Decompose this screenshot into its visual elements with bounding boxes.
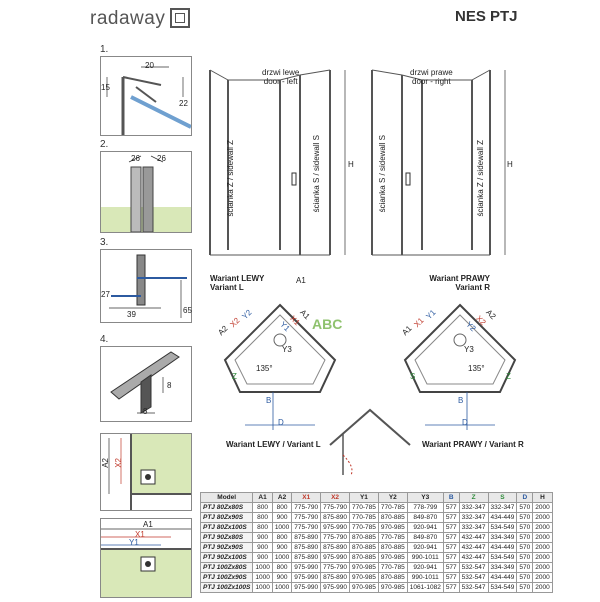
left-sidewall-z-label: ścianka Z / sidewall Z: [226, 140, 235, 217]
table-cell: 975-990: [321, 583, 350, 593]
table-cell: 900: [272, 543, 291, 553]
table-cell: 570: [517, 523, 533, 533]
table-cell: 570: [517, 513, 533, 523]
spec-table-header: [201, 493, 553, 503]
left-door-label-pl: drzwi lewe: [262, 68, 300, 77]
detail-3-dim-h: 27: [101, 290, 110, 299]
table-cell: PTJ 80Zx90S: [201, 513, 253, 523]
detail-3-number: 3.: [100, 237, 109, 248]
table-cell: 2000: [533, 553, 552, 563]
table-cell: 900: [253, 533, 272, 543]
plan-right-angle: 135°: [468, 364, 485, 373]
door-swing-drawing: [325, 405, 415, 480]
table-cell: 970-985: [378, 553, 407, 563]
table-cell: 770-785: [350, 503, 379, 513]
detail-6-dim-a1: A1: [143, 520, 153, 529]
table-cell: 875-890: [292, 553, 321, 563]
table-cell: 577: [443, 573, 459, 583]
plan-right-a2: A2: [484, 307, 498, 322]
table-cell: 770-785: [378, 563, 407, 573]
detail-5-panel: [100, 433, 192, 511]
table-cell: 432-447: [459, 553, 488, 563]
table-cell: 534-549: [488, 523, 517, 533]
table-cell: 2000: [533, 533, 552, 543]
detail-4-dim-w: 8: [143, 407, 148, 416]
plan-left-b: B: [266, 396, 272, 405]
table-cell: 570: [517, 583, 533, 593]
table-cell: 975-990: [321, 523, 350, 533]
table-cell: 1000: [272, 553, 291, 563]
table-row: [201, 543, 553, 553]
plan-left-x2: X2: [228, 315, 242, 330]
right-door-label-en: door - right: [412, 77, 451, 86]
table-cell: 334-349: [488, 533, 517, 543]
table-cell: PTJ 90Zx80S: [201, 533, 253, 543]
table-cell: 434-449: [488, 543, 517, 553]
table-cell: 970-985: [350, 583, 379, 593]
plan-left-y1: Y1: [278, 319, 292, 334]
table-cell: 577: [443, 543, 459, 553]
right-variant-pl: Wariant PRAWY: [429, 274, 490, 283]
table-cell: 1061-1082: [407, 583, 443, 593]
table-cell: PTJ 80Zx100S: [201, 523, 253, 533]
col-model: Model: [201, 493, 253, 503]
col-d: D: [517, 493, 533, 503]
left-elevation-drawing: [200, 55, 360, 270]
detail-2-drawing: [101, 152, 191, 232]
table-cell: 975-990: [321, 553, 350, 563]
detail-5-drawing: [101, 434, 191, 510]
table-row: [201, 583, 553, 593]
table-cell: 1000: [253, 563, 272, 573]
table-cell: 849-870: [407, 513, 443, 523]
table-cell: 1000: [272, 583, 291, 593]
table-cell: 870-885: [378, 573, 407, 583]
detail-3-drawing: [101, 250, 191, 322]
left-variant-en: Variant L: [210, 283, 244, 292]
table-cell: 577: [443, 503, 459, 513]
table-row: [201, 533, 553, 543]
table-cell: 990-1011: [407, 573, 443, 583]
plan-right-b: B: [458, 396, 464, 405]
table-cell: PTJ 100Zx80S: [201, 563, 253, 573]
table-cell: 534-549: [488, 553, 517, 563]
table-cell: 870-885: [350, 533, 379, 543]
detail-3-panel: [100, 249, 192, 323]
left-variant-pl: Wariant LEWY: [210, 274, 265, 283]
table-cell: 975-990: [292, 583, 321, 593]
plan-left-x1: X1: [288, 313, 302, 328]
left-variant-label: [210, 274, 264, 292]
table-cell: 332-347: [459, 523, 488, 533]
plan-left-d: D: [278, 418, 284, 427]
table-cell: 2000: [533, 523, 552, 533]
table-cell: 870-885: [350, 543, 379, 553]
right-sidewall-z-label: ścianka Z / sidewall Z: [476, 140, 485, 217]
plan-left-z: Z: [232, 372, 237, 381]
table-cell: 800: [272, 503, 291, 513]
table-cell: 775-790: [292, 513, 321, 523]
brand-logo-mark: [170, 8, 190, 28]
right-door-label-pl: drzwi prawe: [410, 68, 453, 77]
right-variant-en: Variant R: [455, 283, 490, 292]
table-cell: 775-790: [292, 523, 321, 533]
detail-1-dim-top: 20: [145, 61, 154, 70]
table-cell: 900: [253, 543, 272, 553]
table-cell: 875-890: [292, 533, 321, 543]
plan-right-x2: X2: [474, 313, 488, 328]
col-y2: Y2: [378, 493, 407, 503]
table-cell: 2000: [533, 503, 552, 513]
detail-5-dim-a2: A2: [101, 458, 110, 468]
table-cell: 920-941: [407, 563, 443, 573]
table-cell: 570: [517, 543, 533, 553]
detail-2-number: 2.: [100, 139, 109, 150]
table-cell: 532-547: [459, 563, 488, 573]
table-cell: 570: [517, 563, 533, 573]
detail-2-dim-a: 26: [131, 154, 140, 163]
table-cell: 2000: [533, 513, 552, 523]
col-b: B: [443, 493, 459, 503]
table-cell: 775-790: [321, 563, 350, 573]
table-cell: 775-790: [292, 503, 321, 513]
table-row: [201, 563, 553, 573]
right-sidewall-s-label: ścianka S / sidewall S: [378, 135, 387, 213]
table-cell: 434-449: [488, 513, 517, 523]
table-cell: 875-890: [292, 543, 321, 553]
detail-2-panel: [100, 151, 192, 233]
plan-right-y3: Y3: [464, 345, 474, 354]
table-cell: PTJ 80Zx80S: [201, 503, 253, 513]
detail-4-number: 4.: [100, 334, 109, 345]
table-cell: 875-890: [321, 543, 350, 553]
col-s: S: [488, 493, 517, 503]
table-row: [201, 503, 553, 513]
detail-5-dim-x2: X2: [114, 458, 123, 468]
table-cell: 775-790: [321, 533, 350, 543]
table-cell: 775-790: [321, 503, 350, 513]
watermark: ABC: [312, 316, 343, 332]
detail-6-dim-y1: Y1: [129, 538, 139, 547]
detail-4-dim-h: 8: [167, 381, 172, 390]
table-cell: 570: [517, 573, 533, 583]
plan-right-y1: Y1: [424, 307, 438, 322]
table-cell: 900: [272, 573, 291, 583]
detail-1-number: 1.: [100, 44, 109, 55]
plan-right-z: Z: [506, 372, 511, 381]
table-cell: 577: [443, 553, 459, 563]
table-cell: 577: [443, 523, 459, 533]
table-cell: 800: [253, 523, 272, 533]
table-cell: 870-885: [378, 543, 407, 553]
left-sidewall-s-label: ścianka S / sidewall S: [312, 135, 321, 213]
plan-right-a1: A1: [400, 323, 414, 338]
table-cell: 534-549: [488, 583, 517, 593]
table-cell: 870-885: [378, 513, 407, 523]
col-a2: A2: [272, 493, 291, 503]
table-cell: 920-941: [407, 543, 443, 553]
table-cell: 332-347: [459, 503, 488, 513]
table-cell: 800: [272, 533, 291, 543]
left-door-label-en: door - left: [263, 77, 298, 86]
table-cell: 570: [517, 503, 533, 513]
plan-left-caption: Wariant LEWY / Variant L: [226, 440, 321, 449]
spec-table: [200, 492, 553, 593]
col-y1: Y1: [350, 493, 379, 503]
table-cell: 432-447: [459, 543, 488, 553]
table-cell: 975-990: [292, 573, 321, 583]
right-door-label: [410, 68, 453, 86]
table-cell: PTJ 100Zx100S: [201, 583, 253, 593]
table-cell: 1000: [253, 573, 272, 583]
plan-right-d: D: [462, 418, 468, 427]
table-cell: 849-870: [407, 533, 443, 543]
col-y3: Y3: [407, 493, 443, 503]
plan-left-a2: A2: [216, 323, 230, 338]
col-x1: X1: [292, 493, 321, 503]
table-cell: 1000: [253, 583, 272, 593]
detail-4-panel: [100, 346, 192, 422]
table-cell: 970-985: [378, 583, 407, 593]
table-cell: 2000: [533, 583, 552, 593]
table-cell: 432-447: [459, 533, 488, 543]
table-cell: 577: [443, 533, 459, 543]
left-a1-label: A1: [296, 276, 306, 285]
table-cell: 800: [253, 503, 272, 513]
table-cell: 870-885: [350, 553, 379, 563]
table-cell: 975-990: [292, 563, 321, 573]
table-cell: 875-890: [321, 513, 350, 523]
detail-2-dim-b: 26: [157, 154, 166, 163]
table-cell: 770-785: [378, 533, 407, 543]
table-cell: 970-985: [350, 573, 379, 583]
table-cell: 800: [253, 513, 272, 523]
detail-3-dim-w: 39: [127, 310, 136, 319]
detail-1-dim-right: 22: [179, 99, 188, 108]
table-cell: PTJ 90Zx100S: [201, 553, 253, 563]
table-cell: 1000: [272, 523, 291, 533]
table-cell: 532-547: [459, 573, 488, 583]
table-cell: 434-449: [488, 573, 517, 583]
table-cell: 577: [443, 583, 459, 593]
table-row: [201, 573, 553, 583]
plan-right-y2: Y2: [464, 319, 478, 334]
table-cell: 577: [443, 563, 459, 573]
detail-6-drawing: [101, 519, 191, 597]
table-cell: 778-799: [407, 503, 443, 513]
plan-right-s: S: [410, 372, 416, 381]
detail-3-dim-v: 65: [183, 306, 192, 315]
table-cell: PTJ 90Zx90S: [201, 543, 253, 553]
plan-right-caption: Wariant PRAWY / Variant R: [422, 440, 524, 449]
detail-1-dim-left: 15: [101, 83, 110, 92]
plan-left-y3: Y3: [282, 345, 292, 354]
brand-logo: radaway: [90, 8, 166, 29]
table-cell: 900: [253, 553, 272, 563]
table-cell: 332-347: [488, 503, 517, 513]
right-variant-label: [420, 274, 490, 292]
detail-6-dim-x1: X1: [135, 530, 145, 539]
plan-right-x1: X1: [412, 315, 426, 330]
table-cell: 577: [443, 513, 459, 523]
table-row: [201, 523, 553, 533]
detail-6-panel: [100, 518, 192, 598]
detail-1-panel: [100, 56, 192, 136]
table-cell: 770-785: [378, 503, 407, 513]
col-a1: A1: [253, 493, 272, 503]
plan-left-a1: A1: [298, 307, 312, 322]
table-row: [201, 513, 553, 523]
table-cell: 920-941: [407, 523, 443, 533]
table-cell: 332-347: [459, 513, 488, 523]
table-cell: 900: [272, 513, 291, 523]
table-cell: 875-890: [321, 573, 350, 583]
table-cell: 570: [517, 533, 533, 543]
col-z: Z: [459, 493, 488, 503]
table-cell: 334-349: [488, 563, 517, 573]
table-cell: 570: [517, 553, 533, 563]
product-title: NES PTJ: [455, 8, 518, 25]
col-h: H: [533, 493, 552, 503]
left-height-label: H: [348, 160, 354, 169]
table-cell: 970-985: [378, 523, 407, 533]
right-height-label: H: [507, 160, 513, 169]
col-x2: X2: [321, 493, 350, 503]
table-cell: PTJ 100Zx90S: [201, 573, 253, 583]
table-cell: 770-785: [350, 523, 379, 533]
table-cell: 2000: [533, 563, 552, 573]
plan-left-y2: Y2: [240, 307, 254, 322]
table-cell: 990-1011: [407, 553, 443, 563]
plan-left-angle: 135°: [256, 364, 273, 373]
table-cell: 2000: [533, 573, 552, 583]
table-cell: 2000: [533, 543, 552, 553]
table-row: [201, 553, 553, 563]
table-cell: 970-985: [350, 563, 379, 573]
table-cell: 770-785: [350, 513, 379, 523]
left-door-label: [262, 68, 299, 86]
table-cell: 800: [272, 563, 291, 573]
table-cell: 532-547: [459, 583, 488, 593]
